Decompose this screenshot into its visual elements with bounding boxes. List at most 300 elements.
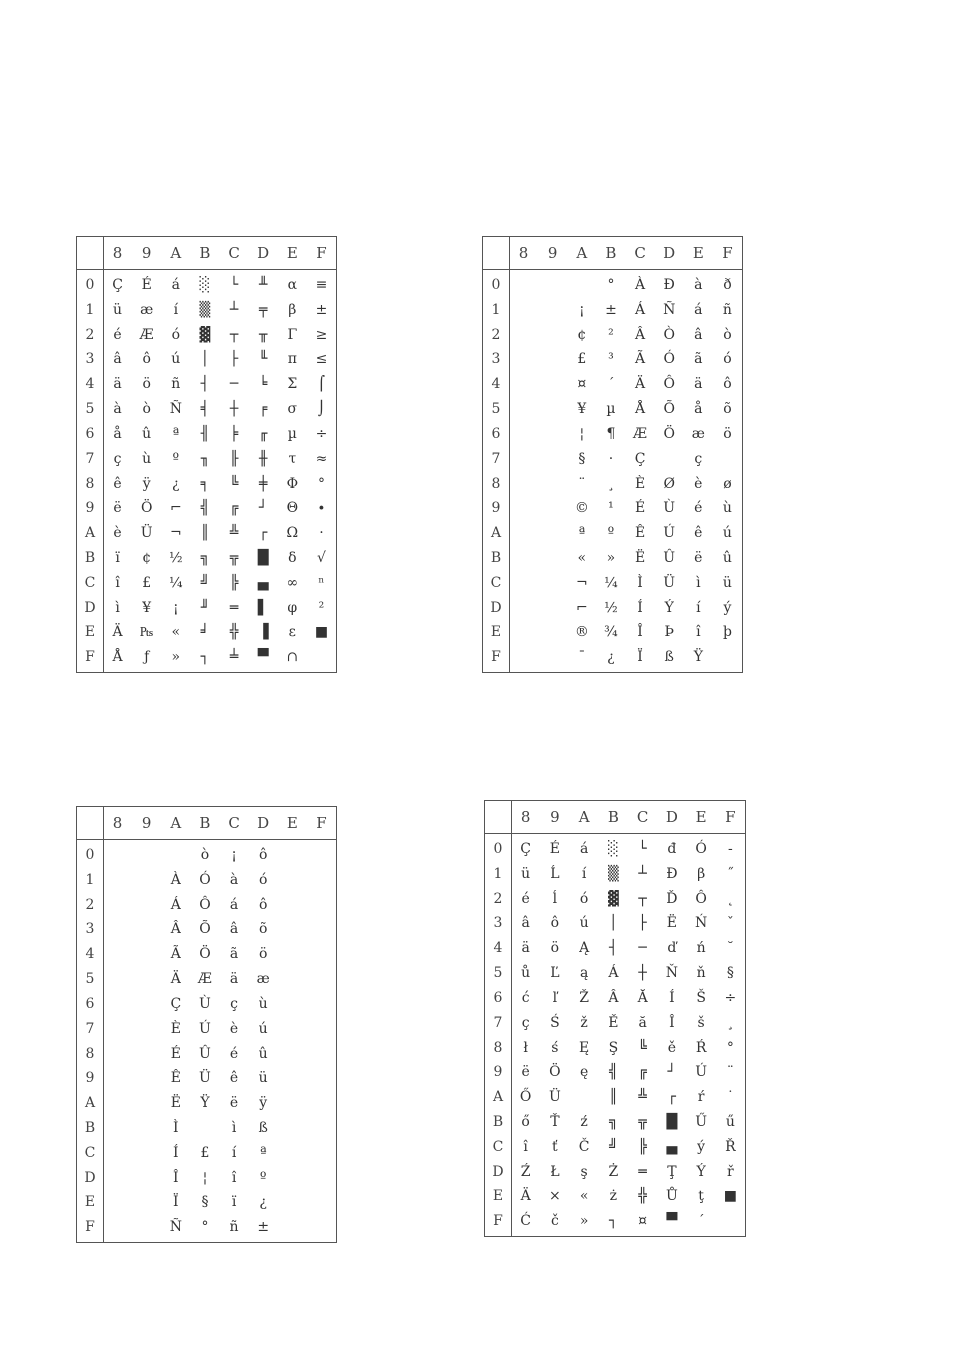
char-cell: Ë	[170, 1095, 181, 1112]
char-cell: ü	[113, 301, 123, 318]
char-cell: ˇ	[726, 915, 734, 932]
char-cell: ┐	[200, 649, 210, 666]
char-cell: µ	[287, 425, 297, 442]
char-cell: ô	[723, 376, 732, 393]
char-cell: ö	[142, 376, 151, 393]
char-cell: á	[171, 277, 180, 293]
char-cell: «	[577, 549, 587, 566]
row-header: 0	[493, 841, 503, 857]
table-top-left	[76, 236, 337, 673]
char-cell: │	[609, 915, 618, 932]
char-cell: Û	[199, 1045, 211, 1062]
char-cell: ¹	[608, 500, 614, 517]
row-header: 4	[85, 946, 95, 963]
char-cell: Ë	[666, 915, 677, 932]
char-cell: ▄	[666, 1138, 678, 1155]
char-cell: Ÿ	[693, 649, 703, 666]
char-cell: î	[696, 624, 701, 641]
row-header: 3	[493, 915, 503, 932]
char-cell: °	[726, 1039, 734, 1056]
char-cell: î	[523, 1138, 528, 1155]
char-cell: ę	[579, 1064, 589, 1081]
char-cell: Â	[170, 921, 181, 938]
row-header: 7	[85, 450, 95, 467]
char-cell: ▀	[257, 649, 269, 666]
char-cell: ├	[638, 915, 647, 932]
char-cell: ┬	[229, 326, 239, 343]
column-header: E	[695, 808, 707, 826]
char-cell: »	[606, 549, 616, 566]
char-cell: ╢	[200, 425, 210, 442]
char-cell: Ç	[520, 841, 531, 857]
row-header: 3	[85, 921, 95, 938]
row-header: 5	[491, 401, 501, 418]
row-header: A	[84, 1095, 96, 1112]
char-cell: ˘	[726, 940, 734, 957]
char-cell: ű	[725, 1113, 735, 1130]
char-cell: ╣	[200, 500, 210, 517]
row-header: 1	[85, 871, 95, 888]
char-cell: ľ	[552, 989, 558, 1006]
char-cell: └	[638, 841, 647, 857]
char-cell: ź	[580, 1113, 588, 1130]
char-cell: Ü	[663, 574, 676, 591]
char-cell: Ö	[140, 500, 153, 517]
char-cell: ╤	[258, 301, 268, 318]
char-cell: ô	[258, 847, 268, 863]
char-cell: ╠	[638, 1138, 647, 1155]
row-header: 8	[85, 1045, 95, 1062]
char-cell: á	[694, 301, 703, 318]
char-cell: Ľ	[550, 965, 560, 982]
char-cell: ≡	[315, 277, 328, 293]
column-header: C	[228, 814, 240, 832]
char-cell: ª	[578, 525, 586, 542]
char-cell: Ä	[635, 376, 646, 393]
row-header: 6	[85, 995, 95, 1012]
char-cell: Ú	[663, 525, 676, 542]
char-cell: ≈	[315, 450, 328, 467]
char-cell: Î	[637, 624, 643, 641]
column-header: E	[286, 814, 298, 832]
char-cell: Í	[637, 599, 643, 616]
char-cell: Ě	[608, 1014, 619, 1031]
char-cell: τ	[288, 450, 297, 467]
char-cell: ê	[694, 525, 703, 542]
char-cell: ì	[115, 599, 120, 616]
char-cell: ║	[609, 1089, 618, 1106]
char-cell: ╪	[258, 475, 268, 492]
row-header: C	[490, 574, 502, 591]
char-cell: ¶	[606, 425, 616, 442]
row-header: 9	[85, 1070, 95, 1087]
char-cell: ó	[258, 871, 268, 888]
char-cell: ╜	[200, 599, 210, 616]
char-cell: ╬	[229, 624, 239, 641]
column-header: A	[578, 808, 590, 826]
char-cell: ┤	[200, 376, 210, 393]
column-header: 8	[112, 244, 123, 262]
char-cell: ¨	[726, 1064, 734, 1081]
char-cell: ú	[258, 1020, 268, 1037]
char-cell: Æ	[139, 326, 154, 343]
char-cell: ╦	[229, 549, 239, 566]
char-cell: ┌	[667, 1089, 677, 1106]
row-header: B	[84, 549, 96, 566]
char-cell: ©	[574, 500, 589, 517]
char-cell: å	[113, 425, 122, 442]
char-cell: ť	[552, 1138, 558, 1155]
char-cell: ñ	[171, 376, 181, 393]
column-header: F	[316, 814, 327, 832]
char-cell: ª	[259, 1144, 267, 1161]
char-cell: ¼	[604, 574, 618, 591]
char-cell: Ó	[199, 871, 211, 888]
char-cell: ╘	[258, 376, 268, 393]
char-cell: █	[257, 549, 269, 566]
char-cell: Ł	[550, 1163, 560, 1180]
char-cell: ≤	[315, 351, 328, 368]
char-cell: í	[173, 301, 179, 318]
char-cell: î	[115, 574, 120, 591]
char-cell: Θ	[286, 500, 299, 517]
column-header: E	[286, 244, 298, 262]
row-header: 5	[85, 971, 95, 988]
char-cell: ¬	[575, 574, 588, 591]
char-cell: Á	[635, 301, 646, 318]
column-header: 9	[547, 244, 558, 262]
char-cell: ů	[521, 965, 531, 982]
char-cell: Đ	[666, 865, 678, 882]
char-cell: Û	[663, 549, 676, 566]
row-header: 3	[85, 351, 95, 368]
char-cell: ▓	[607, 890, 619, 907]
column-header: F	[725, 808, 736, 826]
char-cell: î	[231, 1169, 237, 1186]
char-cell: ô	[142, 351, 151, 368]
row-header: 8	[85, 475, 95, 492]
row-header: D	[84, 599, 96, 616]
column-header: 9	[141, 814, 152, 832]
char-cell: À	[635, 277, 646, 293]
char-cell: ┤	[609, 940, 618, 957]
char-cell: ╬	[638, 1188, 647, 1205]
char-cell: ⌠	[317, 376, 326, 393]
char-cell: ¦	[202, 1169, 208, 1186]
char-cell: °	[201, 1219, 209, 1236]
row-header: 4	[85, 376, 95, 393]
char-cell: ż	[609, 1188, 618, 1205]
char-cell: ò	[142, 401, 151, 418]
row-header: C	[84, 1144, 96, 1161]
char-cell: ╩	[229, 525, 239, 542]
char-cell: ü	[521, 865, 531, 882]
char-cell: §	[201, 1194, 209, 1211]
char-cell: ╣	[609, 1064, 618, 1081]
char-cell: â	[113, 351, 122, 368]
char-cell: ß	[258, 1119, 268, 1136]
char-cell: Ö	[199, 946, 211, 963]
char-cell: û	[722, 549, 732, 566]
char-cell: ╔	[638, 1064, 647, 1081]
char-cell: ±	[315, 301, 328, 318]
char-cell: ã	[694, 351, 703, 368]
char-cell: ¥	[142, 599, 152, 616]
char-cell: ¤	[638, 1213, 648, 1230]
char-cell: Æ	[633, 425, 648, 442]
char-cell: õ	[258, 921, 268, 938]
row-header: 2	[85, 896, 95, 913]
char-cell: ß	[664, 649, 674, 666]
char-cell: ╧	[229, 649, 239, 666]
column-header: 8	[520, 808, 531, 826]
char-cell: ³	[608, 351, 614, 368]
column-header: A	[170, 814, 182, 832]
row-header: C	[84, 574, 96, 591]
char-cell: é	[694, 500, 703, 517]
char-cell: Ă	[637, 989, 648, 1006]
char-cell: Í	[669, 989, 675, 1006]
char-cell: ě	[667, 1039, 677, 1056]
char-cell: Ò	[663, 326, 675, 343]
char-cell: Ä	[112, 624, 123, 641]
char-cell: ²	[608, 326, 614, 343]
char-cell: │	[200, 351, 210, 368]
char-cell: Ö	[549, 1064, 561, 1081]
char-cell: Ž	[579, 989, 589, 1006]
char-cell: Ñ	[169, 1219, 182, 1236]
char-cell: Ů	[665, 1188, 678, 1205]
char-cell: ≥	[315, 326, 328, 343]
char-cell: ò	[723, 326, 732, 343]
char-cell: ·	[608, 450, 614, 467]
row-header: F	[85, 1219, 95, 1236]
row-header: 7	[491, 450, 501, 467]
char-cell: Γ	[287, 326, 298, 343]
char-cell: ·	[319, 525, 324, 542]
row-header: C	[492, 1138, 504, 1155]
char-cell: ╗	[609, 1113, 618, 1130]
char-cell: £	[200, 1144, 210, 1161]
char-cell: Ê	[170, 1070, 181, 1087]
row-header: 9	[85, 500, 95, 517]
row-header: 6	[491, 425, 501, 442]
char-cell: Ù	[663, 500, 676, 517]
char-cell: æ	[256, 971, 270, 988]
char-cell: √	[316, 549, 326, 566]
char-cell: é	[113, 326, 122, 343]
char-cell: á	[579, 841, 589, 857]
char-cell: à	[113, 401, 122, 418]
char-cell: æ	[691, 425, 705, 442]
char-cell: ╥	[258, 326, 268, 343]
char-cell: Č	[578, 1138, 590, 1155]
row-header: B	[492, 1113, 504, 1130]
char-cell: Ý	[696, 1163, 706, 1180]
char-cell: ╒	[258, 401, 268, 418]
column-header: F	[316, 244, 327, 262]
char-cell: Ç	[634, 450, 646, 467]
char-cell: £	[142, 574, 152, 591]
char-cell: ┐	[609, 1213, 618, 1230]
row-header: 1	[493, 865, 503, 882]
char-cell: Ř	[725, 1138, 736, 1155]
char-cell: ù	[142, 450, 152, 467]
char-cell: ╚	[229, 475, 239, 492]
char-cell: ˛	[726, 890, 734, 907]
char-cell: «	[171, 624, 181, 641]
char-cell: ö	[723, 425, 732, 442]
char-cell: ▌	[257, 599, 269, 616]
row-header: E	[84, 624, 96, 641]
char-cell: È	[634, 475, 646, 492]
char-cell: Ä	[520, 1188, 531, 1205]
char-cell: À	[170, 871, 181, 888]
char-cell: Ĺ	[550, 865, 560, 882]
char-cell: ▄	[257, 574, 269, 591]
char-cell: ą	[579, 965, 589, 982]
char-cell: ┴	[638, 865, 647, 882]
row-header: B	[84, 1119, 96, 1136]
char-cell: ò	[200, 847, 210, 863]
char-cell: ╠	[229, 574, 239, 591]
char-cell: Ú	[199, 1020, 211, 1037]
char-cell: Ó	[663, 351, 675, 368]
char-cell: ª	[172, 425, 180, 442]
char-cell: Š	[696, 989, 706, 1006]
char-cell: Ê	[634, 525, 646, 542]
char-cell: ╓	[258, 425, 268, 442]
char-cell: ░	[607, 841, 619, 857]
char-cell: Ô	[663, 376, 675, 393]
char-cell: ð	[723, 277, 732, 293]
row-header: A	[84, 525, 96, 542]
char-cell: ╔	[229, 500, 239, 517]
char-cell: ç	[113, 450, 122, 467]
row-header: A	[490, 525, 502, 542]
char-cell: ü	[258, 1070, 268, 1087]
char-cell: â	[521, 915, 530, 932]
char-cell: ¤	[577, 376, 587, 393]
row-header: F	[493, 1213, 503, 1230]
char-cell: °	[317, 475, 325, 492]
row-header: E	[84, 1194, 96, 1211]
char-cell: Â	[608, 989, 619, 1006]
char-cell: Ű	[695, 1113, 708, 1130]
char-cell: ├	[229, 351, 239, 368]
char-cell: ú	[579, 915, 589, 932]
char-cell: §	[726, 965, 734, 982]
row-header: 1	[491, 301, 501, 318]
char-cell: ½	[604, 599, 618, 616]
char-cell: ý	[697, 1138, 706, 1155]
char-cell: à	[694, 277, 703, 293]
row-header: 0	[85, 847, 95, 863]
char-cell: ⁿ	[318, 574, 325, 591]
char-cell: đ	[667, 841, 677, 857]
char-cell: ░	[199, 277, 211, 293]
char-cell: Î	[173, 1169, 179, 1186]
char-cell: Ω	[286, 525, 299, 542]
char-cell: ä	[229, 971, 239, 988]
char-cell: σ	[287, 401, 298, 418]
char-cell: ó	[723, 351, 732, 368]
char-cell: ┬	[638, 890, 647, 907]
char-cell: ²	[318, 599, 325, 616]
char-cell: ô	[258, 896, 268, 913]
char-cell: ú	[722, 525, 732, 542]
char-cell: Þ	[664, 624, 674, 641]
row-header: 4	[493, 940, 503, 957]
column-header: F	[722, 244, 733, 262]
row-header: 2	[491, 326, 501, 343]
char-cell: û	[258, 1045, 268, 1062]
char-cell: Ü	[548, 1089, 561, 1106]
char-cell: π	[287, 351, 297, 368]
char-cell: Ş	[608, 1039, 619, 1056]
char-cell: ń	[696, 940, 706, 957]
char-cell: ▒	[607, 865, 619, 882]
char-cell: Ë	[634, 549, 646, 566]
char-cell: µ	[606, 401, 616, 418]
column-header: 9	[141, 244, 152, 262]
row-header: 5	[493, 965, 503, 982]
column-header: D	[665, 808, 678, 826]
char-cell: Ö	[663, 425, 675, 442]
char-cell: ć	[521, 989, 530, 1006]
char-cell: ö	[550, 940, 560, 957]
char-cell: ¢	[577, 326, 587, 343]
char-cell: Ð	[663, 277, 675, 293]
char-cell: è	[229, 1020, 239, 1037]
char-cell: é	[229, 1045, 239, 1062]
char-cell: Ï	[173, 1194, 179, 1211]
char-cell: ¾	[604, 624, 618, 641]
char-cell: Ç	[170, 995, 182, 1012]
char-cell: ┴	[229, 301, 239, 318]
char-cell: ˝	[726, 865, 734, 882]
char-cell: č	[550, 1213, 559, 1230]
char-cell: ¦	[579, 425, 585, 442]
char-cell: ó	[171, 326, 181, 343]
char-cell: ő	[521, 1113, 530, 1130]
column-header: 8	[518, 244, 529, 262]
char-cell: ╛	[200, 624, 210, 641]
char-cell: ±	[257, 1219, 270, 1236]
char-cell: š	[697, 1014, 705, 1031]
char-cell: β	[697, 865, 706, 882]
column-header: A	[576, 244, 588, 262]
column-header: A	[170, 244, 182, 262]
char-cell: É	[634, 500, 646, 517]
char-cell: Ŕ	[695, 1039, 707, 1056]
row-header: 6	[493, 989, 503, 1006]
row-header: 9	[493, 1064, 503, 1081]
char-cell: Í	[173, 1144, 179, 1161]
row-header: 7	[85, 1020, 95, 1037]
char-cell: φ	[287, 599, 298, 616]
char-cell: ¿	[172, 475, 180, 492]
row-header: 5	[85, 401, 95, 418]
char-cell: Î	[669, 1014, 675, 1031]
char-cell: í	[581, 865, 587, 882]
char-cell: þ	[722, 624, 732, 641]
row-header: D	[492, 1163, 504, 1180]
char-cell: ó	[579, 890, 589, 907]
char-cell: ┼	[638, 965, 647, 982]
char-cell: ⌐	[575, 599, 588, 616]
row-header: 9	[491, 500, 501, 517]
